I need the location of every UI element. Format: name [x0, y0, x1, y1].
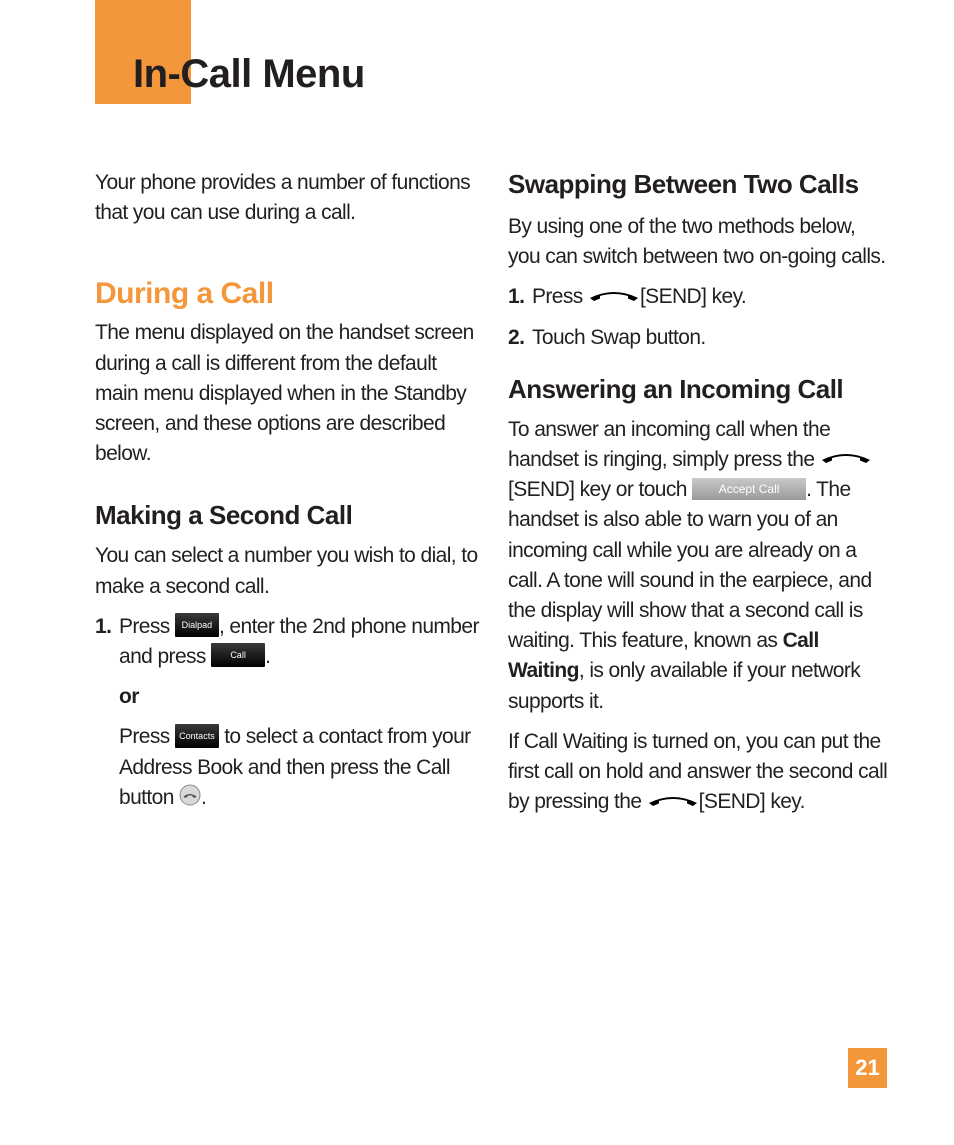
call-waiting-text: If Call Waiting is turned on, you can put the first call on hold and answer the second call by pressing the [SEND] key. — [508, 729, 888, 814]
dialpad-button[interactable]: Dialpad — [175, 613, 219, 637]
answer-heading: Answering an Incoming Call — [508, 373, 844, 404]
contacts-button[interactable]: Contacts — [175, 724, 219, 748]
left-column — [95, 168, 480, 813]
right-column — [508, 168, 888, 817]
step-number: 1. — [95, 614, 112, 638]
call-button[interactable]: Call — [211, 643, 265, 667]
call-end-button-icon[interactable] — [179, 784, 201, 806]
during-call-text: The menu displayed on the handset screen during a call is different from the default main menu displayed when in the Standby screen, and these options are described below. — [95, 321, 474, 466]
swap-heading: Swapping Between Two Calls — [508, 169, 859, 199]
intro-text: Your phone provides a number of functions that you can use during a call. — [95, 171, 471, 225]
contacts-alternative: Press Contacts to select a contact from your Address Book and then press the Call button . — [119, 725, 471, 809]
second-call-step-1: 1. Press Dialpad , enter the 2nd phone number and press Call . or Press Contacts to select a contact from your Address Book and then press the Call button . — [95, 612, 480, 813]
accept-call-button[interactable]: Accept Call — [692, 478, 806, 500]
answer-text: To answer an incoming call when the handset is ringing, simply press the [SEND] key or touch Accept Call . The handset is also able to warn you of an incoming call while you are already on a call. A tone will sound in the earpiece, and the display will show that a second call is waiting. This feature, known as Call Waiting, is only available if your network supports it. — [508, 417, 872, 713]
second-call-text: You can select a number you wish to dial, to make a second call. — [95, 544, 478, 598]
swap-step-2: 2. Touch Swap button. — [508, 325, 706, 349]
page-number: 21 — [848, 1048, 887, 1088]
swap-step-1: 1. Press [SEND] key. — [508, 285, 747, 309]
call-waiting-term: Call Waiting — [508, 629, 819, 683]
swap-text: By using one of the two methods below, you can switch between two on-going calls. — [508, 215, 886, 269]
page-title: In-Call Menu — [133, 52, 365, 96]
send-key-icon[interactable] — [588, 288, 640, 302]
send-key-icon[interactable] — [820, 450, 872, 464]
second-call-heading: Making a Second Call — [95, 500, 353, 531]
or-label: or — [119, 685, 139, 709]
send-key-icon[interactable] — [647, 793, 699, 807]
during-call-heading: During a Call — [95, 277, 274, 311]
